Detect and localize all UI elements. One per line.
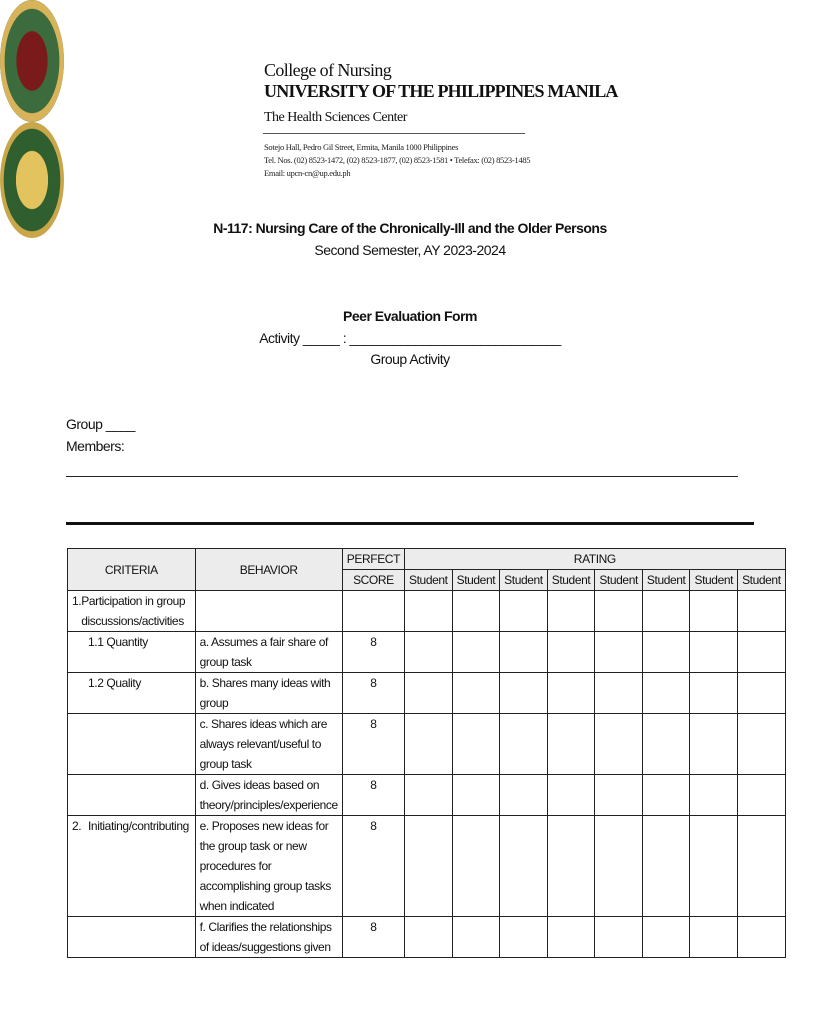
- table-row: [68, 917, 786, 958]
- rating-cell[interactable]: [642, 591, 690, 632]
- rating-cell[interactable]: [595, 816, 643, 917]
- criteria-number: 2.: [72, 819, 82, 833]
- rating-cell[interactable]: [690, 673, 738, 714]
- rating-cell[interactable]: [642, 673, 690, 714]
- score-cell: 8: [342, 816, 404, 917]
- rating-cell[interactable]: [405, 714, 453, 775]
- score-cell: 8: [342, 775, 404, 816]
- table-row: [68, 591, 786, 632]
- form-title: Peer Evaluation Form: [343, 308, 477, 324]
- email-text: Email: upcn-cn@up.edu.ph: [264, 168, 351, 178]
- group-field[interactable]: Group ____: [66, 416, 135, 432]
- student-header: Student: [595, 570, 643, 591]
- criteria-text: Initiating/contributing: [88, 819, 189, 833]
- rating-cell[interactable]: [595, 591, 643, 632]
- rating-cell[interactable]: [452, 673, 500, 714]
- rating-cell[interactable]: [738, 917, 786, 958]
- criteria-cell: [68, 816, 196, 917]
- rating-cell[interactable]: [595, 673, 643, 714]
- criteria-cell: [68, 775, 196, 816]
- table-row: [68, 714, 786, 775]
- rating-cell[interactable]: [642, 816, 690, 917]
- rating-cell[interactable]: [405, 816, 453, 917]
- student-header: Student: [547, 570, 595, 591]
- score-header: SCORE: [342, 570, 404, 591]
- rating-cell[interactable]: [452, 591, 500, 632]
- table-row: [68, 775, 786, 816]
- rating-cell[interactable]: [595, 917, 643, 958]
- rating-cell[interactable]: [452, 917, 500, 958]
- rating-cell[interactable]: [642, 632, 690, 673]
- rating-cell[interactable]: [642, 775, 690, 816]
- rating-cell[interactable]: [642, 714, 690, 775]
- student-header: Student: [452, 570, 500, 591]
- members-label: Members:: [66, 438, 125, 454]
- group-activity-label: Group Activity: [370, 351, 450, 367]
- score-cell: 8: [342, 673, 404, 714]
- rating-cell[interactable]: [738, 632, 786, 673]
- evaluation-table: [67, 548, 786, 958]
- behavior-cell: b. Shares many ideas with group: [195, 673, 342, 714]
- rating-cell[interactable]: [547, 714, 595, 775]
- rating-cell[interactable]: [690, 591, 738, 632]
- rating-cell[interactable]: [690, 917, 738, 958]
- student-header: Student: [642, 570, 690, 591]
- behavior-cell: [195, 591, 342, 632]
- rating-cell[interactable]: [452, 816, 500, 917]
- members-blank-line[interactable]: [66, 476, 738, 477]
- rating-cell[interactable]: [738, 673, 786, 714]
- up-seal-logo: [0, 0, 64, 122]
- behavior-cell: a. Assumes a fair share of group task: [195, 632, 342, 673]
- rating-cell[interactable]: [547, 917, 595, 958]
- rating-cell[interactable]: [547, 816, 595, 917]
- rating-cell[interactable]: [547, 775, 595, 816]
- rating-cell[interactable]: [500, 673, 548, 714]
- criteria-number: 1.: [72, 594, 82, 608]
- rating-cell[interactable]: [405, 632, 453, 673]
- table-row: [68, 816, 786, 917]
- table-row: [68, 632, 786, 673]
- behavior-cell: d. Gives ideas based on theory/principles/experience: [195, 775, 342, 816]
- rating-cell[interactable]: [500, 632, 548, 673]
- rating-cell[interactable]: [738, 816, 786, 917]
- rating-cell[interactable]: [642, 917, 690, 958]
- criteria-cell: 1.1 Quantity: [68, 632, 196, 673]
- rating-cell[interactable]: [452, 632, 500, 673]
- rating-cell[interactable]: [500, 816, 548, 917]
- perfect-header: PERFECT: [342, 549, 404, 570]
- address-text: Sotejo Hall, Pedro Gil Street, Ermita, Manila 1000 Philippines: [264, 142, 459, 152]
- rating-cell[interactable]: [547, 591, 595, 632]
- rating-header: RATING: [405, 549, 786, 570]
- course-title: N-117: Nursing Care of the Chronically-Ill and the Older Persons: [213, 220, 607, 236]
- criteria-cell: 1.2 Quality: [68, 673, 196, 714]
- behavior-cell: f. Clarifies the relationships of ideas/suggestions given: [195, 917, 342, 958]
- header-divider: [263, 133, 525, 134]
- rating-cell[interactable]: [405, 775, 453, 816]
- rating-cell[interactable]: [452, 714, 500, 775]
- score-cell: 8: [342, 632, 404, 673]
- rating-cell[interactable]: [690, 632, 738, 673]
- activity-field[interactable]: Activity _____ : _____________________________: [259, 330, 561, 346]
- criteria-cell: [68, 917, 196, 958]
- rating-cell[interactable]: [595, 775, 643, 816]
- rating-cell[interactable]: [547, 673, 595, 714]
- rating-cell[interactable]: [405, 591, 453, 632]
- rating-cell[interactable]: [595, 714, 643, 775]
- student-header: Student: [405, 570, 453, 591]
- rating-cell[interactable]: [690, 714, 738, 775]
- behavior-cell: c. Shares ideas which are always relevant/useful to group task: [195, 714, 342, 775]
- tagline: The Health Sciences Center: [264, 110, 407, 125]
- score-cell: 8: [342, 917, 404, 958]
- rating-cell[interactable]: [500, 917, 548, 958]
- semester: Second Semester, AY 2023-2024: [314, 242, 506, 258]
- rating-cell[interactable]: [405, 673, 453, 714]
- criteria-cell: [68, 591, 196, 632]
- rating-cell[interactable]: [738, 775, 786, 816]
- rating-cell[interactable]: [547, 632, 595, 673]
- rating-cell[interactable]: [405, 917, 453, 958]
- student-header: Student: [690, 570, 738, 591]
- behavior-header: BEHAVIOR: [195, 549, 342, 591]
- rating-cell[interactable]: [738, 714, 786, 775]
- phone-text: Tel. Nos. (02) 8523-1472, (02) 8523-1877, (02) 8523-1581 • Telefax: (02) 8523-1485: [264, 155, 531, 165]
- criteria-header: CRITERIA: [68, 549, 196, 591]
- student-header: Student: [738, 570, 786, 591]
- score-cell: [342, 591, 404, 632]
- rating-cell[interactable]: [690, 775, 738, 816]
- rating-cell[interactable]: [690, 816, 738, 917]
- criteria-cell: [68, 714, 196, 775]
- rating-cell[interactable]: [738, 591, 786, 632]
- rating-cell[interactable]: [500, 591, 548, 632]
- university-name: UNIVERSITY OF THE PHILIPPINES MANILA: [264, 81, 618, 101]
- college-name: College of Nursing: [264, 60, 392, 80]
- behavior-cell: e. Proposes new ideas for the group task or new procedures for accomplishing group tasks when indicated: [195, 816, 342, 917]
- student-header: Student: [500, 570, 548, 591]
- section-divider: [66, 522, 754, 525]
- rating-cell[interactable]: [500, 714, 548, 775]
- score-cell: 8: [342, 714, 404, 775]
- table-row: [68, 673, 786, 714]
- rating-cell[interactable]: [452, 775, 500, 816]
- criteria-text: Participation in group discussions/activities: [81, 594, 186, 628]
- rating-cell[interactable]: [595, 632, 643, 673]
- rating-cell[interactable]: [500, 775, 548, 816]
